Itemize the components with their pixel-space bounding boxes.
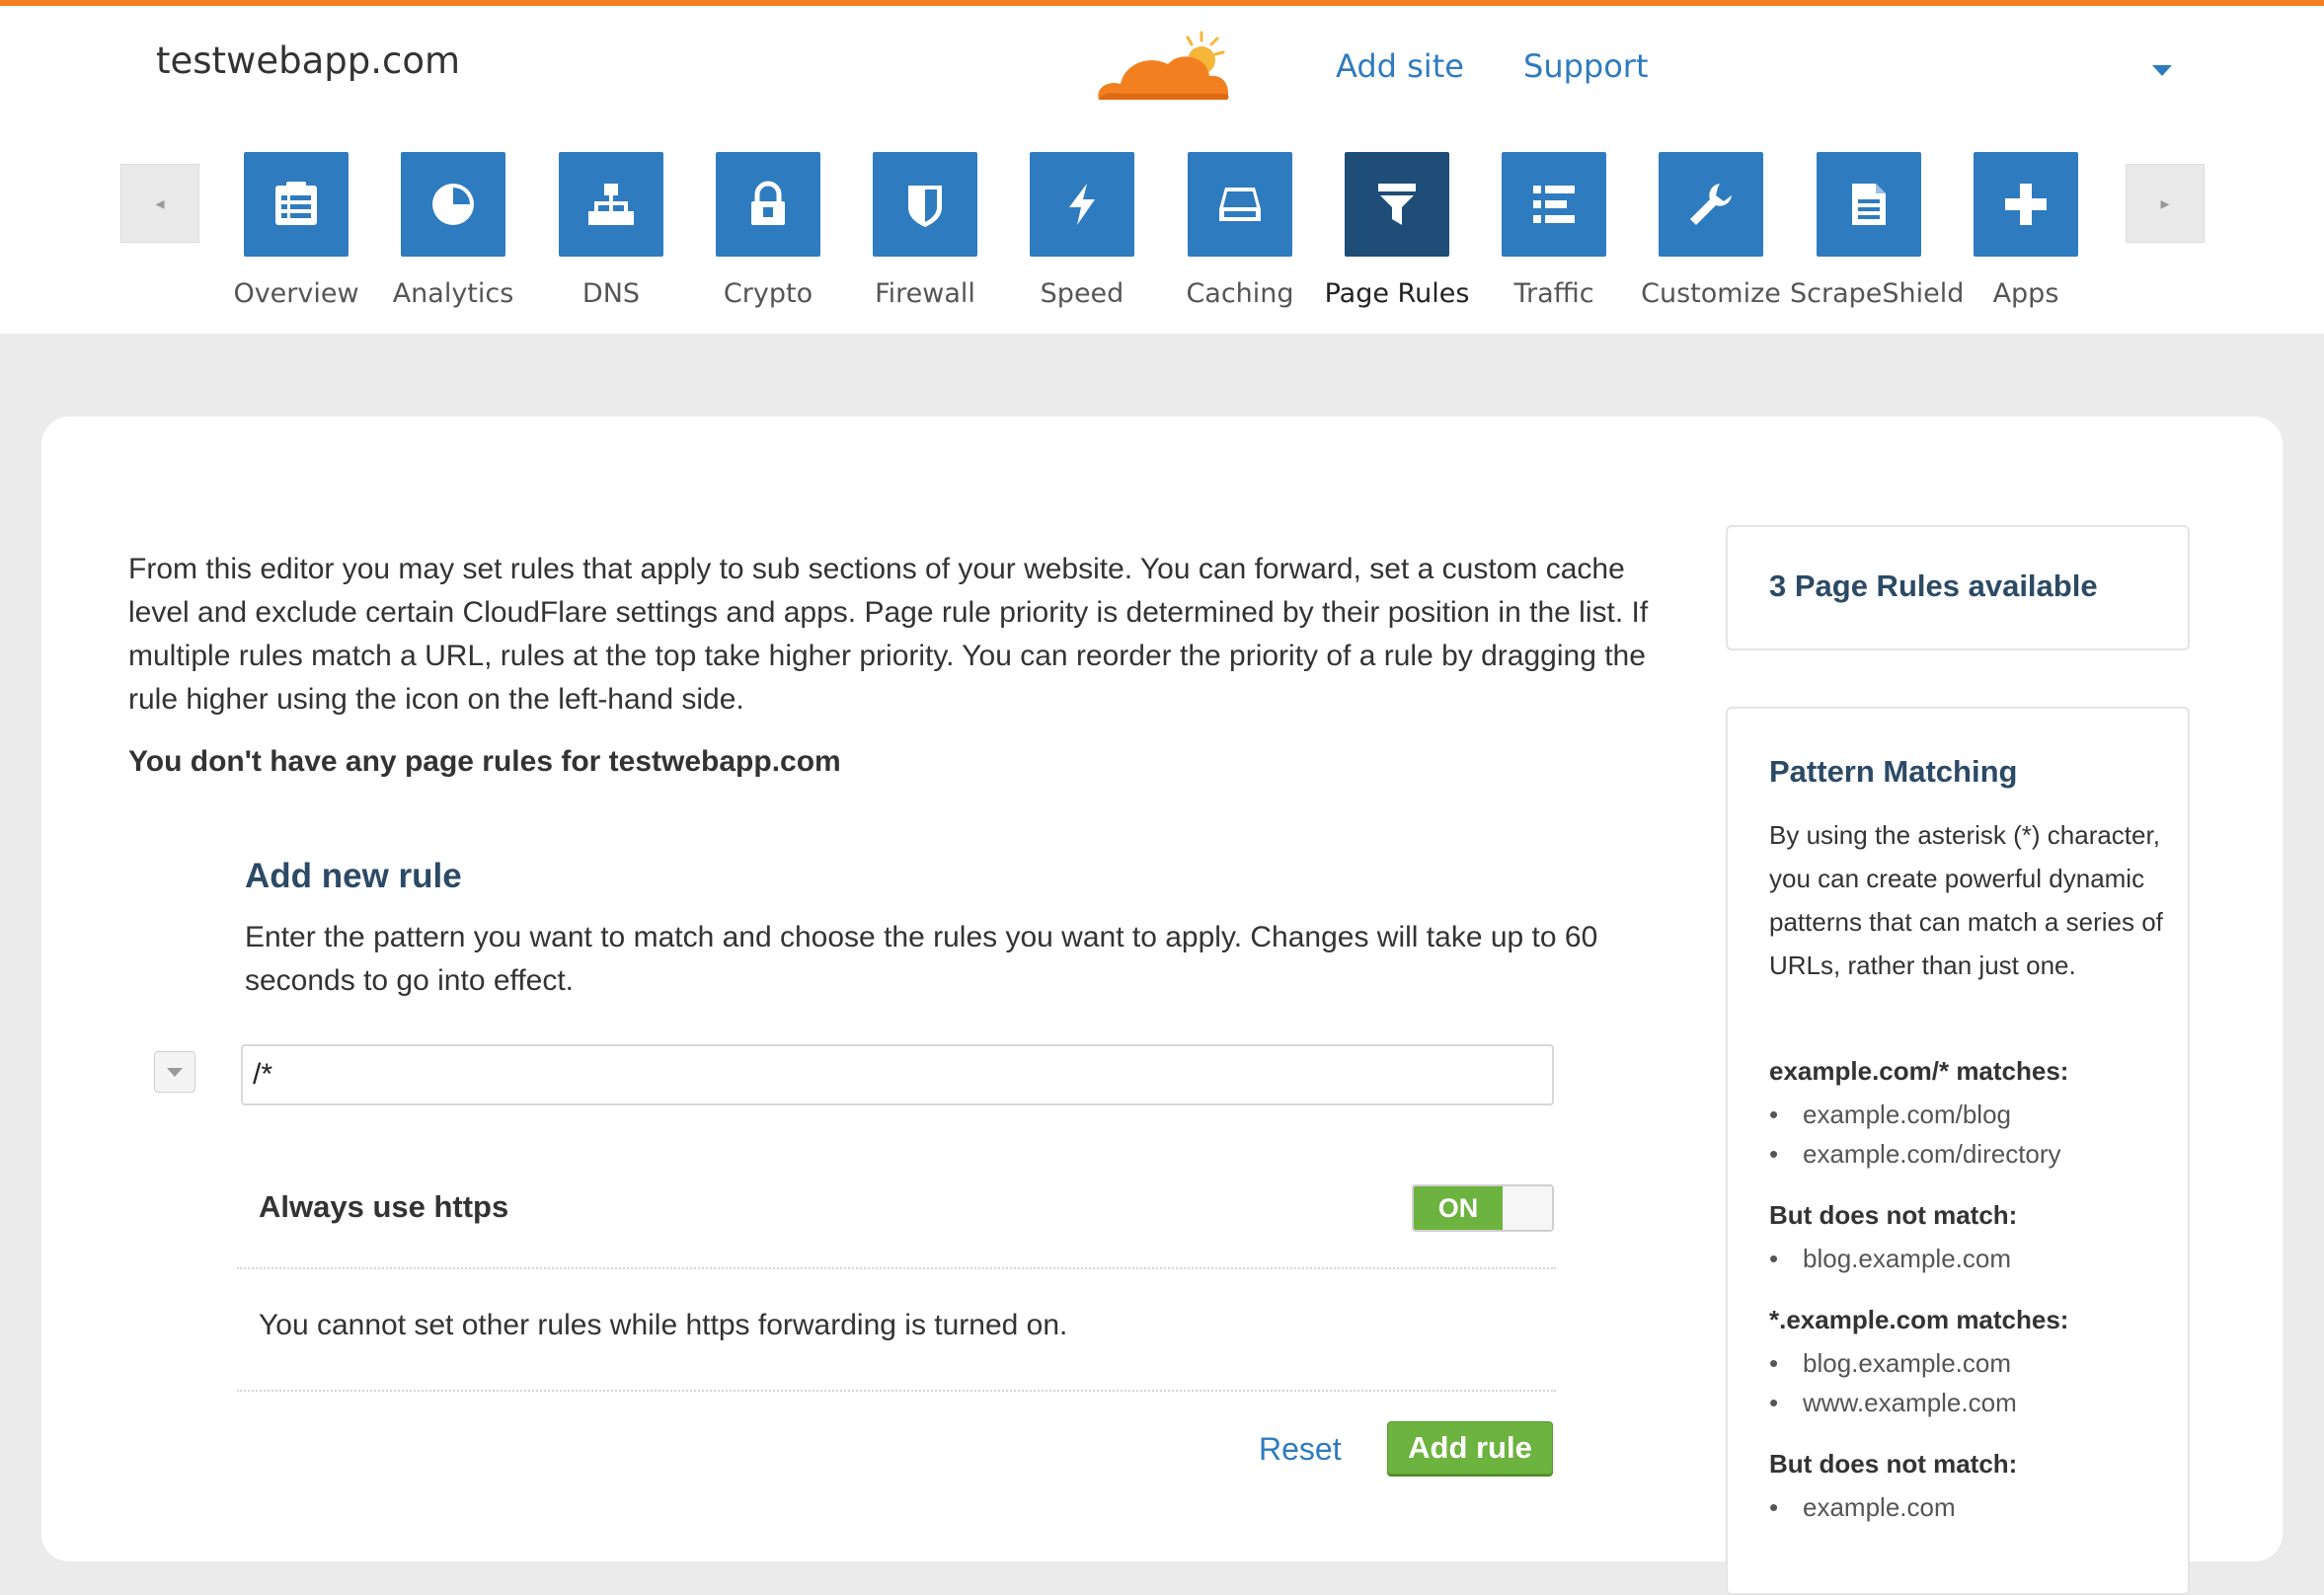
account-dropdown-icon[interactable] <box>2152 65 2172 76</box>
bullet-icon: • <box>1769 1388 1779 1417</box>
chevron-down-icon <box>167 1068 183 1077</box>
no-rules-message: You don't have any page rules for testwebapp.com <box>128 745 841 778</box>
toggle-knob <box>1503 1186 1552 1230</box>
nav-item-crypto[interactable]: Crypto <box>689 152 847 320</box>
cloudflare-logo <box>1091 31 1234 110</box>
nav-item-firewall[interactable]: Firewall <box>846 152 1004 320</box>
lightning-icon <box>1057 180 1107 229</box>
bullet-icon: • <box>1769 1244 1779 1273</box>
nav-item-caching[interactable]: Caching <box>1161 152 1319 320</box>
https-warning: You cannot set other rules while https forwarding is turned on. <box>259 1309 1068 1341</box>
nav-item-traffic[interactable]: Traffic <box>1475 152 1633 320</box>
rule-drag-handle[interactable] <box>154 1051 195 1093</box>
list-item: • example.com/directory <box>1769 1139 2061 1169</box>
divider <box>237 1390 1556 1392</box>
pattern-heading: *.example.com matches: <box>1769 1305 2069 1334</box>
nav-item-speed[interactable]: Speed <box>1003 152 1161 320</box>
nav-prev-button[interactable] <box>120 164 199 243</box>
network-icon <box>586 180 636 229</box>
pattern-input[interactable] <box>241 1044 1554 1105</box>
nav-item-scrapeshield[interactable]: ScrapeShield <box>1790 152 1948 320</box>
list-item: • example.com/blog <box>1769 1100 2011 1129</box>
header <box>0 6 2324 334</box>
shield-icon <box>900 180 950 229</box>
list-item: • blog.example.com <box>1769 1348 2011 1378</box>
pattern-heading: But does not match: <box>1769 1449 2018 1479</box>
add-rule-button[interactable]: Add rule <box>1387 1421 1553 1475</box>
hard-drive-icon <box>1215 180 1265 229</box>
nav-item-customize[interactable]: Customize <box>1632 152 1790 320</box>
list-icon <box>1529 180 1579 229</box>
divider <box>237 1267 1556 1269</box>
nav-item-analytics[interactable]: Analytics <box>374 152 532 320</box>
list-item: • www.example.com <box>1769 1388 2017 1417</box>
add-rule-title: Add new rule <box>245 857 462 895</box>
clipboard-icon <box>271 180 321 229</box>
support-link[interactable]: Support <box>1523 47 1649 85</box>
nav-item-apps[interactable]: Apps <box>1947 152 2105 320</box>
nav-next-button[interactable] <box>2126 164 2205 243</box>
lock-icon <box>743 180 793 229</box>
pattern-heading: example.com/* matches: <box>1769 1056 2069 1086</box>
bullet-icon: • <box>1769 1348 1779 1378</box>
bullet-icon: • <box>1769 1139 1779 1169</box>
chevron-right-icon: ▸ <box>2160 192 2170 213</box>
pattern-matching-box <box>1726 707 2190 1595</box>
add-rule-description: Enter the pattern you want to match and choose the rules you want to apply. Changes will take up to 60 seconds to go into effect. <box>245 921 1598 997</box>
chevron-left-icon: ◂ <box>155 192 165 213</box>
rules-available-text: 3 Page Rules available <box>1769 569 2098 603</box>
bullet-icon: • <box>1769 1100 1779 1129</box>
intro-text: From this editor you may set rules that apply to sub sections of your website. You can forward, set a custom cache level and exclude certain CloudFlare settings and apps. Page rule priority is determined by their position in the list. If multiple rules match a URL, rules at the top take higher priority. You can reorder the priority of a rule by dragging the rule higher using the icon on the left-hand side. <box>128 553 1649 716</box>
add-site-link[interactable]: Add site <box>1336 47 1464 85</box>
document-icon <box>1844 180 1894 229</box>
pattern-heading: But does not match: <box>1769 1200 2018 1230</box>
site-name: testwebapp.com <box>156 39 460 82</box>
nav-item-page-rules[interactable]: Page Rules <box>1318 152 1476 320</box>
always-https-toggle[interactable] <box>1412 1184 1554 1232</box>
list-item: • blog.example.com <box>1769 1244 2011 1273</box>
bullet-icon: • <box>1769 1492 1779 1522</box>
toggle-on-label: ON <box>1414 1186 1503 1230</box>
reset-link[interactable]: Reset <box>1259 1431 1342 1467</box>
nav-item-dns[interactable]: DNS <box>532 152 690 320</box>
pattern-matching-text: By using the asterisk (*) character, you can create powerful dynamic patterns that can match a series of URLs, rather than just one. <box>1769 820 2163 980</box>
plus-icon <box>2001 180 2051 229</box>
pie-chart-icon <box>428 180 478 229</box>
list-item: • example.com <box>1769 1492 1956 1522</box>
always-https-label: Always use https <box>259 1189 509 1224</box>
wrench-icon <box>1686 180 1736 229</box>
pattern-matching-title: Pattern Matching <box>1769 754 2018 789</box>
filter-icon <box>1372 180 1422 229</box>
nav-item-overview[interactable]: Overview <box>217 152 375 320</box>
rules-available-box <box>1726 525 2190 650</box>
